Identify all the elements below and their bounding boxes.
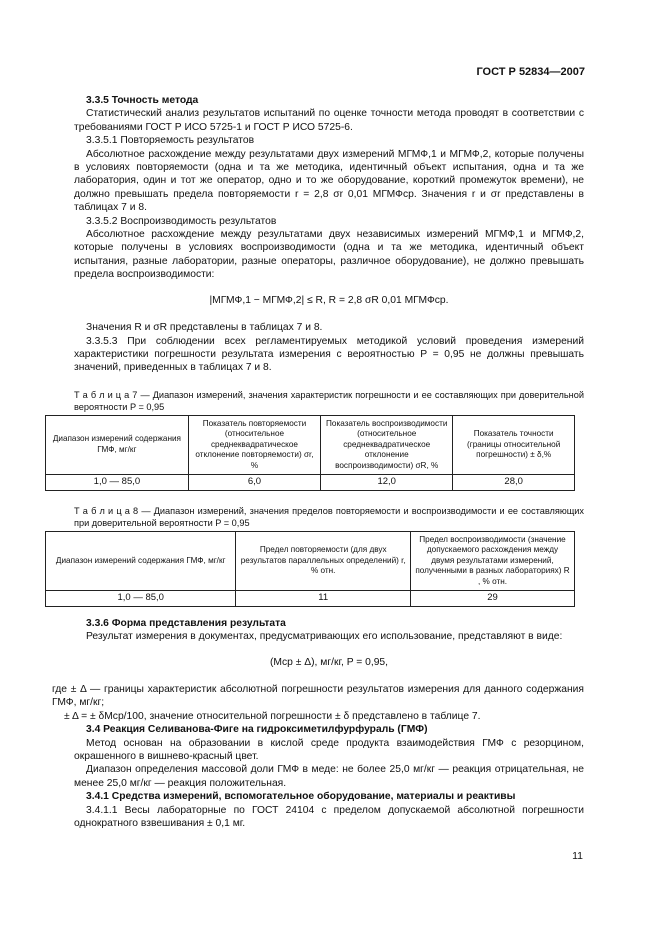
section-3-3-5-2-text: Абсолютное расхождение между результатами двух независимых измерений MГМФ,1 и MГМФ,2, которые получены в условиях воспроизводимости (одна и та же методика, идентичный объект испытания, разные лаборатории, разные операторы, различное оборудование), не должно превышать предела воспроизводимости: [74,229,584,281]
section-3-3-5-2-title: 3.3.5.2 Воспроизводимость результатов [86,215,277,227]
delta-relation-note: ± Δ = ± δMср/100, значение относительной погрешности ± δ представлено в таблице 7. [64,710,481,722]
table-7-caption: Т а б л и ц а 7 — Диапазон измерений, значения характеристик погрешности и ее составляющих при доверительной вероятности P = 0,95 [74,389,584,412]
section-3-4-paragraph-1: Метод основан на образовании в кислой среде продукта взаимодействия ГМФ с резорцином, окрашенного в вишнево-красный цвет. [74,737,584,762]
section-3-3-6-heading: 3.3.6 Форма представления результата [86,617,286,629]
section-3-3-5-1-text: Абсолютное расхождение между результатами двух измерений MГМФ,1 и MГМФ,2, которые получены в условиях повторяемости (одна и та же методика, идентичный объект испытания, одна и та же лаборатория, один и тот же оператор, одно и то же оборудование, короткий промежуток времени), не должно превышать предела повторяемости r = 2,8 σr 0,01 MГМФср. Значения r и σr представлены в таблицах 7 и 8. [74,148,584,214]
table-7-cell-reproducibility: 12,0 [321,475,453,491]
table-7-header-range: Диапазон измерений содержания ГМФ, мг/кг [46,415,189,475]
document-id: ГОСТ Р 52834—2007 [476,66,585,78]
where-delta-definition: где ± Δ — границы характеристик абсолютной погрешности результатов измерения для данного содержания ГМФ, мг/кг; [52,683,584,709]
section-3-3-5-heading: 3.3.5 Точность метода [86,95,199,106]
section-3-3-5-3-text: 3.3.5.3 При соблюдении всех регламентируемых методикой условий проведения измерений характеристики погрешности результата измерения с вероятностью P = 0,95 не должны превышать значений, приведенных в таблицах 7 и 8. [74,335,584,374]
table-7 [45,415,575,491]
section-3-4-1-heading: 3.4.1 Средства измерений, вспомогательное оборудование, материалы и реактивы [86,791,516,803]
page-content [52,94,584,830]
section-3-3-5-1-title: 3.3.5.1 Повторяемость результатов [86,135,255,147]
table-7-header-reproducibility: Показатель воспроизводимости (относительное среднеквадратическое отклонение воспроизводимости) σR, % [321,415,453,475]
table-8-header-repeatability-limit: Предел повторяемости (для двух результатов параллельных определений) r, % отн. [236,531,411,591]
table-7-cell-accuracy: 28,0 [453,475,575,491]
table-8-cell-reproducibility-limit: 29 [411,591,575,607]
section-3-4-heading: 3.4 Реакция Селиванова-Фиге на гидроксиметилфурфураль (ГМФ) [86,724,428,736]
result-formula: (Mср ± Δ), мг/кг, P = 0,95, [269,656,389,668]
table-row [46,415,575,475]
section-3-4-1-1-text: 3.4.1.1 Весы лабораторные по ГОСТ 24104 с пределом допускаемой абсолютной погрешности однократного взвешивания ± 0,1 мг. [74,804,584,829]
table-8-header-range: Диапазон измерений содержания ГМФ, мг/кг [46,531,236,591]
section-3-3-6-text: Результат измерения в документах, предусматривающих его использование, представляют в виде: [86,631,563,643]
table-7-header-repeatability: Показатель повторяемости (относительное среднеквадратическое отклонение повторяемости) σr, % [188,415,320,475]
reproducibility-formula: |MГМФ,1 − MГМФ,2| ≤ R, R = 2,8 σR 0,01 MГМФср. [209,294,449,306]
table-7-cell-repeatability: 6,0 [188,475,320,491]
section-3-3-5-intro: Статистический анализ результатов испытаний по оценке точности метода проводят в соответствии с требованиями ГОСТ Р ИСО 5725-1 и ГОСТ Р ИСО 5725-6. [74,108,584,133]
table-7-cell-range: 1,0 — 85,0 [46,475,189,491]
table-8 [45,531,575,607]
table-8-cell-repeatability-limit: 11 [236,591,411,607]
section-3-4-paragraph-2: Диапазон определения массовой доли ГМФ в меде: не более 25,0 мг/кг — реакция отрицательная, не менее 25,0 мг/кг — реакция положительная. [74,764,584,789]
values-r-note: Значения R и σR представлены в таблицах 7 и 8. [86,322,323,334]
table-8-header-reproducibility-limit: Предел воспроизводимости (значение допускаемого расхождения между двумя результатами измерений, полученными в разных лабораториях) R , % отн. [411,531,575,591]
page-number: 11 [572,850,583,862]
table-8-caption: Т а б л и ц а 8 — Диапазон измерений, значения пределов повторяемости и воспроизводимости и ее составляющих при доверительной вероятности P = 0,95 [74,505,584,528]
table-row [46,475,575,491]
table-7-header-accuracy: Показатель точности (границы относительной погрешности) ± δ,% [453,415,575,475]
table-row [46,531,575,591]
table-8-cell-range: 1,0 — 85,0 [46,591,236,607]
table-row [46,591,575,607]
